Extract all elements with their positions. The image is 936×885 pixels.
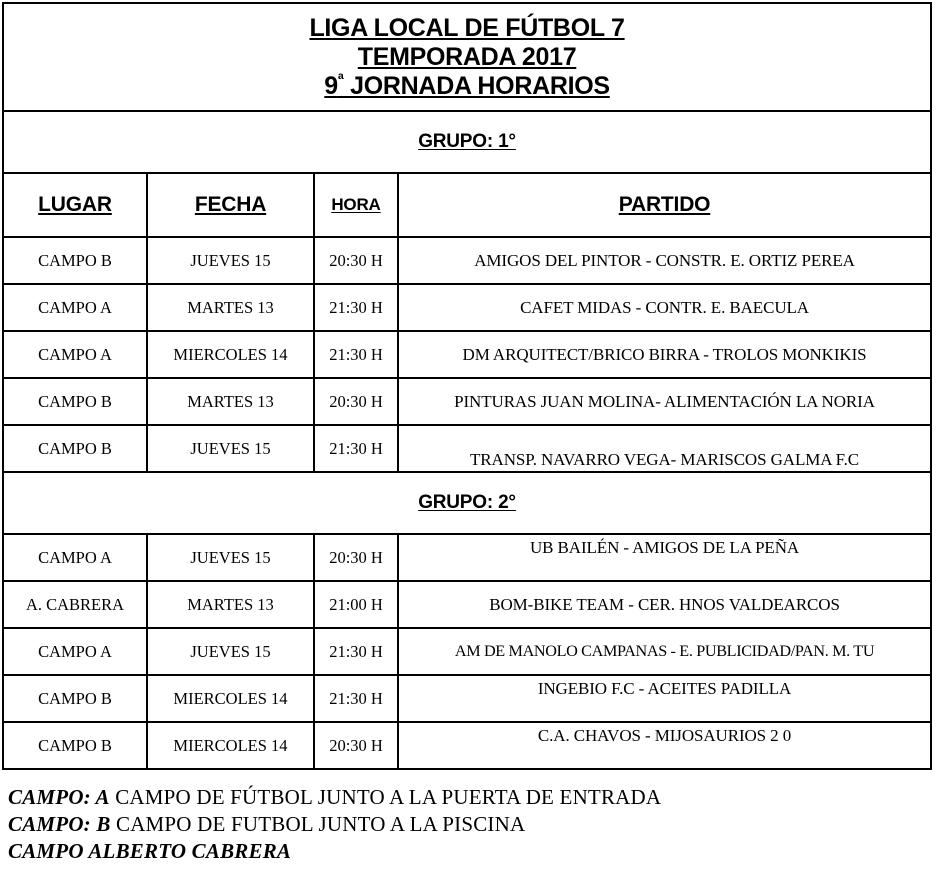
footer-campo-a-label: CAMPO: A: [8, 785, 110, 809]
partido-value: UB BAILÉN - AMIGOS DE LA PEÑA: [529, 537, 800, 557]
cell-partido: [398, 284, 931, 331]
fecha-value: MARTES 13: [187, 391, 274, 411]
cell-partido: [398, 237, 931, 284]
fecha-value: JUEVES 15: [190, 250, 271, 270]
cell-partido: [398, 722, 931, 769]
cell-partido: [398, 628, 931, 675]
partido-value: AM DE MANOLO CAMPANAS - E. PUBLICIDAD/PAN. M. TU: [454, 642, 875, 660]
column-header-lugar: [3, 173, 147, 237]
cell-fecha: [147, 581, 314, 628]
cell-hora: [314, 331, 398, 378]
fecha-value: MARTES 13: [187, 594, 274, 614]
column-header-hora-label: HORA: [331, 195, 381, 214]
cell-hora: [314, 722, 398, 769]
footer-line-campo-alberto-cabrera: CAMPO ALBERTO CABRERA: [8, 839, 292, 863]
partido-value: BOM-BIKE TEAM - CER. HNOS VALDEARCOS: [489, 594, 840, 614]
lugar-value: CAMPO A: [38, 547, 112, 567]
partido-value: AMIGOS DEL PINTOR - CONSTR. E. ORTIZ PEREA: [474, 250, 855, 270]
fecha-value: MIERCOLES 14: [173, 344, 288, 364]
footer-line-campo-b: [8, 811, 928, 838]
title-line-1: LIGA LOCAL DE FÚTBOL 7: [309, 13, 625, 42]
group-header-cell-1: [3, 111, 931, 173]
group-label-2: GRUPO: 2°: [418, 492, 516, 513]
partido-value: INGEBIO F.C - ACEITES PADILLA: [537, 678, 792, 698]
jornada-ordinal-suffix: ª: [337, 71, 344, 89]
hora-value: 21:30 H: [329, 641, 383, 661]
hora-value: 21:00 H: [329, 594, 383, 614]
column-header-hora: [314, 173, 398, 237]
lugar-value: CAMPO A: [38, 641, 112, 661]
jornada-rest: JORNADA HORARIOS: [343, 71, 610, 100]
cell-lugar: [3, 675, 147, 722]
partido-value: PINTURAS JUAN MOLINA- ALIMENTACIÓN LA NORIA: [454, 391, 875, 411]
cell-hora: [314, 425, 398, 472]
fecha-value: MIERCOLES 14: [173, 688, 288, 708]
cell-lugar: [3, 425, 147, 472]
table-row: [3, 378, 931, 425]
cell-partido: [398, 675, 931, 722]
cell-fecha: [147, 378, 314, 425]
hora-value: 20:30 H: [329, 735, 383, 755]
table-row: [3, 237, 931, 284]
column-header-partido: [398, 173, 931, 237]
hora-value: 20:30 H: [329, 250, 383, 270]
footer-campo-b-label: CAMPO: B: [8, 812, 111, 836]
group-header-row-2: [3, 472, 931, 534]
cell-lugar: [3, 284, 147, 331]
partido-value: CAFET MIDAS - CONTR. E. BAECULA: [520, 297, 809, 317]
cell-lugar: [3, 378, 147, 425]
table-row: [3, 675, 931, 722]
cell-hora: [314, 534, 398, 581]
lugar-value: CAMPO B: [38, 688, 112, 708]
hora-value: 21:30 H: [329, 688, 383, 708]
schedule-table: [2, 2, 932, 770]
cell-partido: [398, 534, 931, 581]
column-header-partido-label: PARTIDO: [618, 193, 711, 216]
cell-fecha: [147, 425, 314, 472]
hora-value: 21:30 H: [329, 344, 383, 364]
partido-value: DM ARQUITECT/BRICO BIRRA - TROLOS MONKIKIS: [462, 344, 867, 364]
cell-lugar: [3, 534, 147, 581]
cell-lugar: [3, 581, 147, 628]
table-row: [3, 628, 931, 675]
fecha-value: JUEVES 15: [190, 438, 271, 458]
cell-fecha: [147, 237, 314, 284]
cell-lugar: [3, 628, 147, 675]
group-header-cell-2: [3, 472, 931, 534]
table-row: [3, 534, 931, 581]
footer-line-campo-a: [8, 784, 928, 811]
cell-partido: [398, 331, 931, 378]
jornada-number: 9: [324, 71, 338, 100]
column-header-lugar-label: LUGAR: [38, 193, 112, 216]
cell-hora: [314, 675, 398, 722]
cell-hora: [314, 628, 398, 675]
cell-fecha: [147, 628, 314, 675]
table-row: [3, 425, 931, 472]
hora-value: 21:30 H: [329, 438, 383, 458]
footer-legend: [8, 784, 928, 865]
table-row: [3, 722, 931, 769]
cell-fecha: [147, 534, 314, 581]
fecha-value: MARTES 13: [187, 297, 274, 317]
cell-partido: [398, 581, 931, 628]
cell-hora: [314, 284, 398, 331]
lugar-value: CAMPO B: [38, 735, 112, 755]
lugar-value: CAMPO A: [38, 344, 112, 364]
fecha-value: MIERCOLES 14: [173, 735, 288, 755]
cell-partido: [398, 425, 931, 472]
cell-fecha: [147, 722, 314, 769]
table-row: [3, 284, 931, 331]
title-line-2: TEMPORADA 2017: [357, 42, 577, 71]
column-header-row: [3, 173, 931, 237]
footer-campo-a-text: CAMPO DE FÚTBOL JUNTO A LA PUERTA DE ENTRADA: [109, 785, 662, 809]
column-header-fecha: [147, 173, 314, 237]
group-header-row-1: [3, 111, 931, 173]
lugar-value: A. CABRERA: [25, 594, 125, 614]
cell-lugar: [3, 237, 147, 284]
cell-fecha: [147, 331, 314, 378]
cell-fecha: [147, 284, 314, 331]
table-row: [3, 331, 931, 378]
cell-lugar: [3, 722, 147, 769]
hora-value: 20:30 H: [329, 391, 383, 411]
lugar-value: CAMPO B: [38, 250, 112, 270]
lugar-value: CAMPO B: [38, 391, 112, 411]
lugar-value: CAMPO A: [38, 297, 112, 317]
fecha-value: JUEVES 15: [190, 641, 271, 661]
cell-hora: [314, 581, 398, 628]
partido-value: C.A. CHAVOS - MIJOSAURIOS 2 0: [537, 725, 792, 745]
cell-hora: [314, 378, 398, 425]
table-row: [3, 581, 931, 628]
cell-fecha: [147, 675, 314, 722]
column-header-fecha-label: FECHA: [194, 193, 267, 216]
cell-hora: [314, 237, 398, 284]
cell-lugar: [3, 331, 147, 378]
group-label-1: GRUPO: 1°: [418, 131, 516, 152]
title-line-3: [4, 72, 930, 101]
hora-value: 20:30 H: [329, 547, 383, 567]
title-row: [3, 3, 931, 111]
lugar-value: CAMPO B: [38, 438, 112, 458]
hora-value: 21:30 H: [329, 297, 383, 317]
document-title: [3, 3, 931, 111]
fecha-value: JUEVES 15: [190, 547, 271, 567]
cell-partido: [398, 378, 931, 425]
footer-campo-b-text: CAMPO DE FUTBOL JUNTO A LA PISCINA: [110, 812, 526, 836]
partido-value: TRANSP. NAVARRO VEGA- MARISCOS GALMA F.C: [470, 449, 860, 469]
